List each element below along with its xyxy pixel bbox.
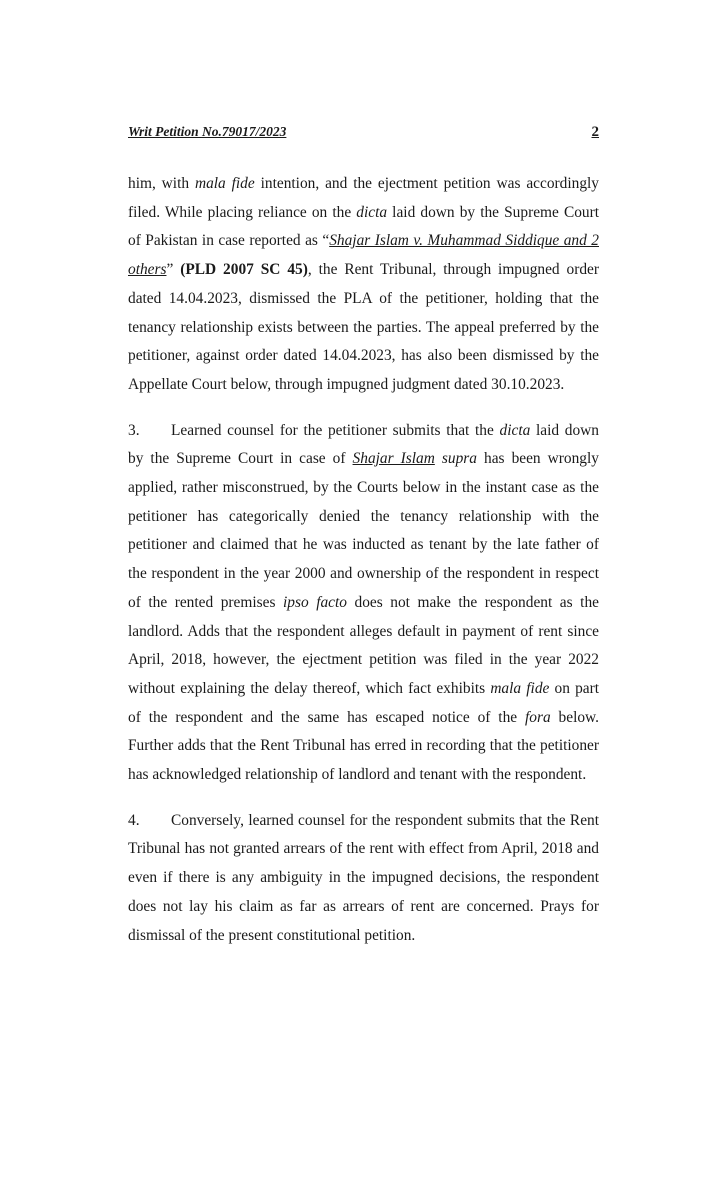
- case-citation-name: Shajar Islam: [352, 450, 435, 468]
- italic-term: supra: [441, 450, 477, 468]
- document-body: [128, 170, 599, 950]
- case-number: Writ Petition No.79017/2023: [128, 124, 287, 139]
- italic-term: mala fide: [490, 679, 550, 697]
- paragraph-continuation: him, with mala fide intention, and the ejectment petition was accordingly filed. While placing reliance on the dicta laid down by the Supreme Court of Pakistan in case reported as “Shajar Islam v. Muhammad Siddique and 2 others” (PLD 2007 SC 45), the Rent Tribunal, through impugned order dated 14.04.2023, dismissed the PLA of the petitioner, holding that the tenancy relationship exists between the parties. The appeal preferred by the petitioner, against order dated 14.04.2023, has also been dismissed by the Appellate Court below, through impugned judgment dated 30.10.2023.: [128, 175, 600, 393]
- law-report-citation: (PLD 2007 SC 45): [180, 261, 308, 279]
- paragraph-4: 4. Conversely, learned counsel for the respondent submits that the Rent Tribunal has not granted arrears of the rent with effect from April, 2018 and even if there is any ambiguity in the impugned decisions, the respondent does not lay his claim as far as arrears of rent are concerned. Prays for dismissal of the present constitutional petition.: [128, 807, 599, 951]
- paragraph-3: 3. Learned counsel for the petitioner submits that the dicta laid down by the Supreme Court in case of Shajar Islam supra has been wrongly applied, rather misconstrued, by the Courts below in the instant case as the petitioner has categorically denied the tenancy relationship with the petitioner and claimed that he was inducted as tenant by the late father of the respondent in the year 2000 and ownership of the respondent in respect of the rented premises ipso facto does not make the respondent as the landlord. Adds that the respondent alleges default in payment of rent since April, 2018, however, the ejectment petition was filed in the year 2022 without explaining the delay thereof, which fact exhibits mala fide on part of the respondent and the same has escaped notice of the fora below. Further adds that the Rent Tribunal has erred in recording that the petitioner has acknowledged relationship of landlord and tenant with the respondent.: [128, 417, 599, 790]
- page-number: 2: [591, 124, 599, 140]
- paragraph-number: 3.: [128, 421, 140, 439]
- case-citation-name: Shajar Islam v. Muhammad Siddique and 2 others: [128, 232, 599, 279]
- italic-term: mala fide: [194, 175, 255, 192]
- italic-term: dicta: [356, 203, 388, 221]
- italic-term: ipso facto: [282, 593, 347, 611]
- italic-term: dicta: [499, 421, 531, 439]
- paragraph-number: 4.: [128, 811, 140, 829]
- italic-term: fora: [525, 708, 551, 726]
- page-header: [128, 124, 599, 140]
